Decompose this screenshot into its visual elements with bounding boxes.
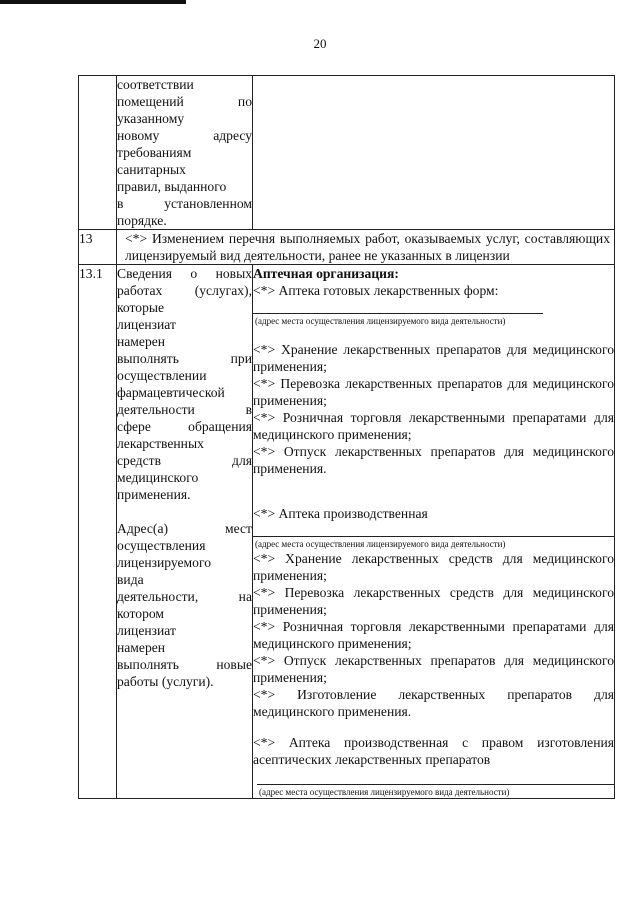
section-heading: Аптечная организация: — [253, 266, 399, 281]
text-line: работы (услуги). — [117, 674, 214, 689]
text-line: медицинского — [117, 470, 199, 485]
text-line: в установленном — [117, 196, 252, 211]
text-line: сфере обращения — [117, 419, 252, 434]
text-line: которые — [117, 300, 165, 315]
top-rule — [0, 0, 186, 4]
list-item: <*> Розничная торговля лекарственными препаратами для медицинского применения; — [253, 410, 614, 442]
table-row — [79, 230, 615, 265]
text-line: правил, выданного — [117, 179, 227, 194]
text-line: намерен — [117, 640, 166, 655]
text-line: лицензиат — [117, 317, 176, 332]
pharmacy-type-2: <*> Аптека производственная — [253, 506, 428, 521]
list-item: <*> Хранение лекарственных препаратов для медицинского применения; — [253, 342, 614, 374]
text-line: порядке. — [117, 213, 167, 228]
list-item: <*> Перевозка лекарственных препаратов для медицинского применения; — [253, 376, 614, 408]
page-number: 20 — [313, 36, 327, 51]
text-line: котором — [117, 606, 165, 621]
text-line: намерен — [117, 334, 166, 349]
text-line: средств для — [117, 453, 252, 468]
text-line: осуществления — [117, 538, 206, 553]
address-caption: (адрес места осуществления лицензируемого вида деятельности) — [257, 784, 614, 798]
list-item: <*> Розничная торговля лекарственными препаратами для медицинского применения; — [253, 619, 614, 651]
text-line: применения. — [117, 487, 191, 502]
row-description-cell — [117, 265, 253, 799]
list-item: <*> Хранение лекарственных средств для медицинского применения; — [253, 551, 614, 583]
table-row — [79, 265, 615, 799]
text-line: выполнять при — [117, 351, 252, 366]
pharmacy-type-1: <*> Аптека готовых лекарственных форм: — [253, 283, 499, 298]
text-line: Сведения о новых — [117, 266, 252, 281]
row-number-cell: 13 — [79, 230, 117, 265]
text-line: лицензируемого — [117, 555, 211, 570]
address-caption: (адрес места осуществления лицензируемого вида деятельности) — [253, 313, 543, 327]
text-line: фармацевтической — [117, 385, 225, 400]
text-line: деятельности в — [117, 402, 252, 417]
pharmacy-type-3: <*> Аптека производственная с правом изготовления асептических лекарственных препаратов — [253, 735, 614, 767]
text-line: Адрес(а) мест — [117, 521, 252, 536]
text-line: новому адресу — [117, 128, 252, 143]
text-line: лицензиат — [117, 623, 176, 638]
text-line: помещений по — [117, 94, 252, 109]
table-row — [79, 76, 615, 230]
list-item: <*> Отпуск лекарственных препаратов для медицинского применения. — [253, 444, 614, 476]
list-item: <*> Перевозка лекарственных средств для медицинского применения; — [253, 585, 614, 617]
text-line: санитарных — [117, 162, 186, 177]
text-line: требованиям — [117, 145, 192, 160]
row-content-cell — [253, 76, 615, 230]
text-line: соответствии — [117, 77, 194, 92]
text-line: осуществлении — [117, 368, 207, 383]
row-number-cell: 13.1 — [79, 265, 117, 799]
address-caption: (адрес места осуществления лицензируемого вида деятельности) — [253, 536, 614, 550]
text-line: деятельности, на — [117, 589, 252, 604]
row-13-text: <*> Изменением перечня выполняемых работ, оказываемых услуг, составляющих лицензируемый вид деятельности, ранее не указанных в лицензии — [117, 230, 615, 265]
row-description-cell — [117, 76, 253, 230]
document-table — [78, 75, 615, 799]
text-line: работах (услугах), — [117, 283, 252, 298]
text-line: лекарственных — [117, 436, 204, 451]
row-number-cell — [79, 76, 117, 230]
list-item: <*> Изготовление лекарственных препаратов для медицинского применения. — [253, 687, 614, 719]
text-line: указанному — [117, 111, 185, 126]
row-content-cell — [253, 265, 615, 799]
text-line: вида — [117, 572, 144, 587]
list-item: <*> Отпуск лекарственных препаратов для медицинского применения; — [253, 653, 614, 685]
text-line: выполнять новые — [117, 657, 252, 672]
